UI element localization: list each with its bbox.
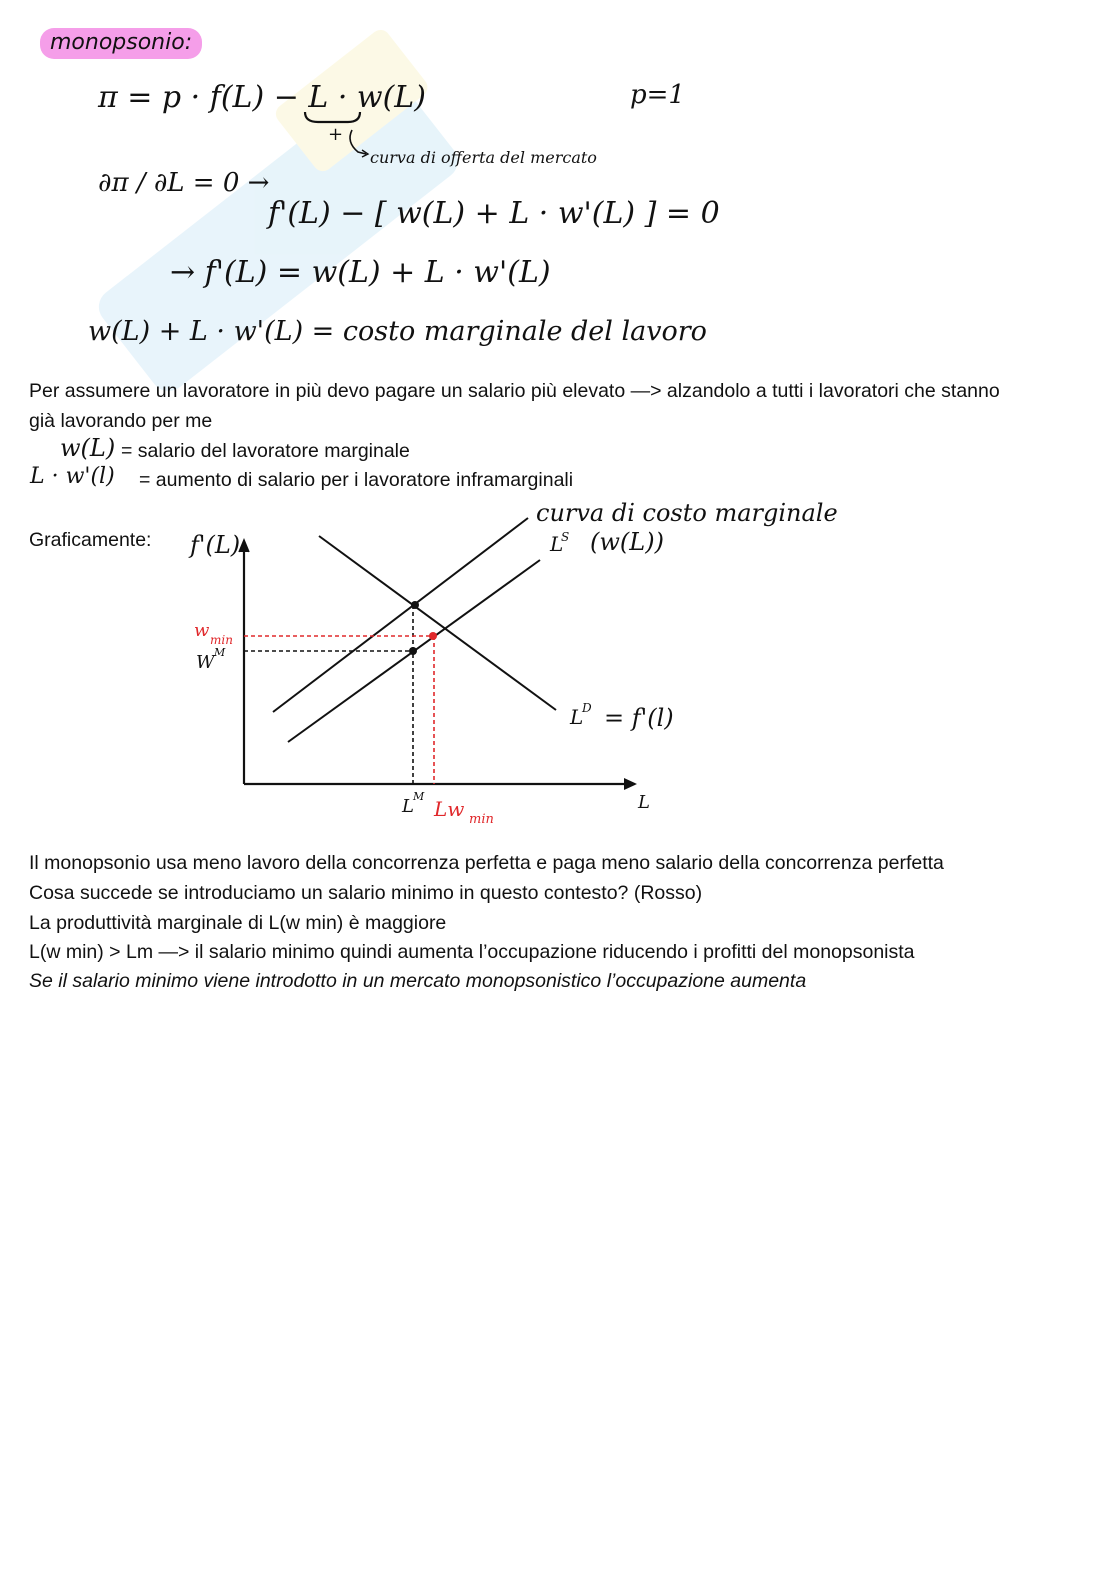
w-min-sub: min bbox=[210, 633, 233, 647]
foc-result: → f'(L) = w(L) + L · w'(L) bbox=[170, 255, 551, 290]
l-wmin-sub: min bbox=[469, 812, 494, 827]
brace-sign: + bbox=[328, 124, 344, 145]
w-min-label: w bbox=[194, 620, 210, 641]
demand-curve-label: L bbox=[570, 705, 584, 729]
marginal-cost-definition: w(L) + L · w'(L) = costo marginale del lavoro bbox=[88, 316, 707, 347]
l-m-label: L bbox=[402, 796, 414, 817]
brace-note: curva di offerta del mercato bbox=[370, 148, 597, 167]
paragraph-line: già lavorando per me bbox=[29, 410, 213, 432]
mc-curve-label: curva di costo marginale bbox=[536, 499, 838, 527]
paragraph-line: Il monopsonio usa meno lavoro della concorrenza perfetta e paga meno salario della concorrenza perfetta bbox=[29, 852, 944, 874]
price-value: p=1 bbox=[630, 80, 685, 110]
supply-curve-sup: S bbox=[561, 530, 570, 544]
paragraph-line: La produttività marginale di L(w min) è maggiore bbox=[29, 912, 447, 934]
l-wmin-label: Lw bbox=[434, 797, 465, 821]
mc-demand-intersection bbox=[411, 601, 419, 609]
w-m-label: W bbox=[196, 652, 215, 673]
demand-curve bbox=[319, 536, 556, 710]
definition-text: = salario del lavoratore marginale bbox=[121, 440, 410, 462]
marginal-cost-curve bbox=[273, 518, 528, 712]
derivative-condition: ∂π / ∂L = 0 → bbox=[98, 168, 270, 198]
monopsony-point bbox=[409, 647, 417, 655]
demand-curve-sup: D bbox=[582, 701, 592, 715]
w-m-sup: M bbox=[214, 646, 226, 659]
paragraph-line: L(w min) > Lm —> il salario minimo quindi aumenta l’occupazione riducendo i profitti del monopsonista bbox=[29, 941, 915, 963]
supply-curve-paren: (w(L)) bbox=[590, 528, 664, 556]
min-wage-point bbox=[429, 632, 437, 640]
y-axis-label: f'(L) bbox=[190, 531, 241, 559]
definition-text: = aumento di salario per i lavoratore inframarginali bbox=[139, 469, 574, 491]
x-axis-label: L bbox=[638, 792, 650, 813]
profit-equation: π = p · f(L) − L · w(L) bbox=[98, 80, 426, 115]
demand-curve-eq: = f'(l) bbox=[604, 704, 674, 732]
supply-curve-label: L bbox=[550, 532, 564, 556]
definition-symbol: w(L) bbox=[60, 434, 116, 462]
x-axis-arrow bbox=[624, 778, 637, 790]
paragraph-line: Cosa succede se introduciamo un salario minimo in questo contesto? (Rosso) bbox=[29, 882, 703, 904]
page-title: monopsonio: bbox=[40, 28, 202, 59]
y-axis-arrow bbox=[239, 540, 249, 552]
paragraph-line: Per assumere un lavoratore in più devo pagare un salario più elevato —> alzandolo a tutti i lavoratori che stanno bbox=[29, 380, 1000, 402]
definition-symbol: L · w'(l) bbox=[30, 464, 115, 489]
conclusion: Se il salario minimo viene introdotto in un mercato monopsonistico l’occupazione aumenta bbox=[29, 970, 807, 992]
first-order-condition: f'(L) − [ w(L) + L · w'(L) ] = 0 bbox=[268, 196, 720, 231]
l-m-sup: M bbox=[413, 790, 425, 803]
graph-intro: Graficamente: bbox=[29, 529, 152, 551]
